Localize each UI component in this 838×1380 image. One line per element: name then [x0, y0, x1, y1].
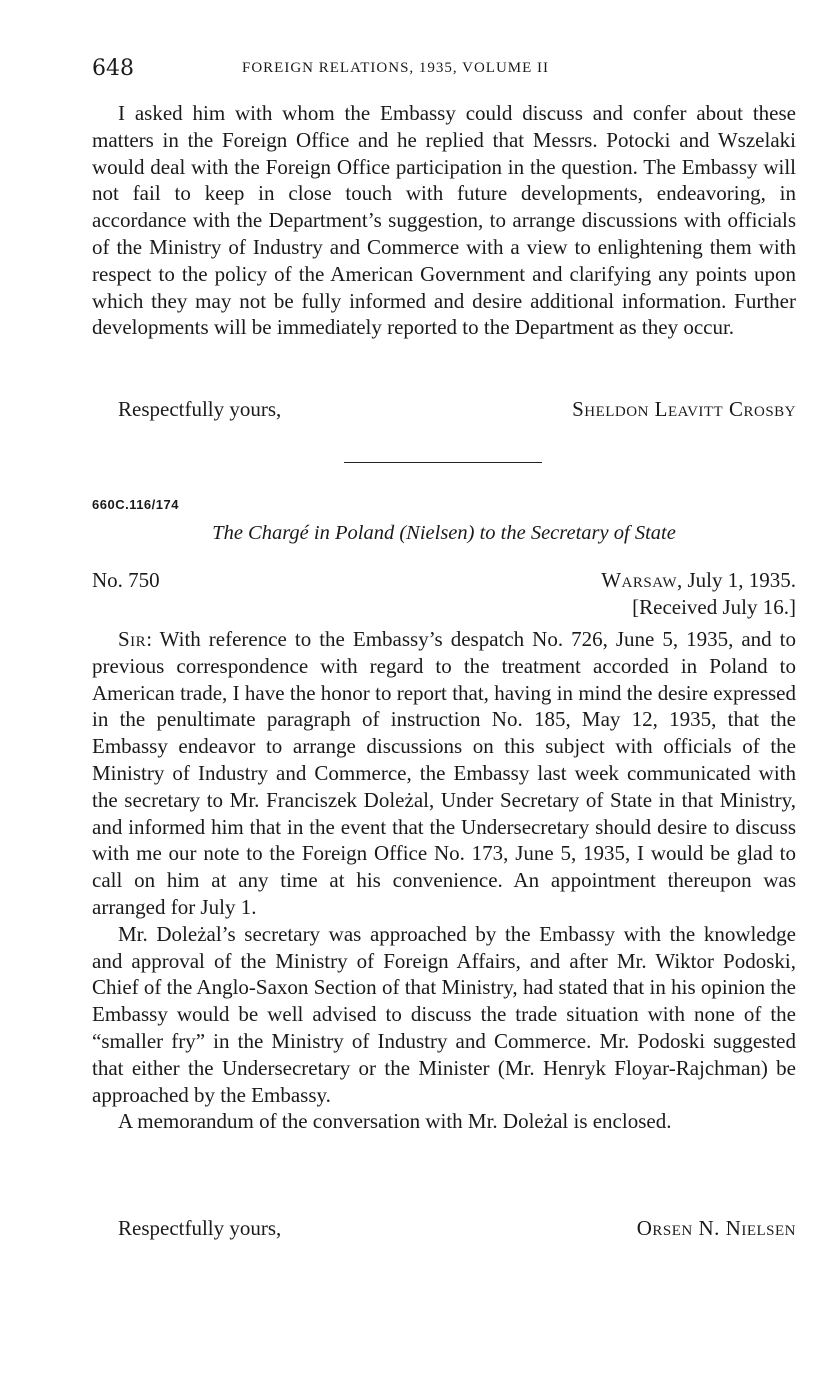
place: Warsaw	[601, 568, 677, 592]
signature: Sheldon Leavitt Crosby	[572, 397, 796, 421]
closing: Respectfully yours,	[118, 1216, 282, 1240]
salutation: Sir	[118, 627, 147, 651]
letter-paragraph	[92, 626, 796, 921]
page-number: 648	[92, 56, 134, 81]
first-letter-signoff	[92, 396, 796, 422]
date: , July 1, 1935.	[676, 568, 796, 592]
file-reference: 660C.116/174	[92, 497, 179, 512]
letter-paragraph: A memorandum of the conversation with Mr. Doleżal is enclosed.	[118, 1109, 672, 1134]
closing: Respectfully yours,	[118, 397, 282, 421]
first-letter-body	[92, 100, 796, 341]
running-head: FOREIGN RELATIONS, 1935, VOLUME II	[242, 60, 550, 76]
paragraph-text: : With reference to the Embassy’s despatch No. 726, June 5, 1935, and to previous correspondence with regard to the treatment accorded in Poland to American trade, I have the honor to report that, having in mind the desire expressed in the penultimate paragraph of instruction No. 185, May 12, 1935, that the Embassy endeavor to arrange discussions on this subject with officials of the Ministry of Industry and Commerce, the Embassy last week communicated with the secretary to Mr. Franciszek Doleżal, Under Secretary of State in that Ministry, and informed him that in the event that the Undersecretary should desire to discuss with me our note to the Foreign Office No. 173, June 5, 1935, I would be glad to call on him at any time at his convenience. An appointment thereupon was arranged for July 1.	[92, 627, 796, 919]
section-divider	[344, 462, 542, 463]
page-header	[92, 56, 796, 82]
signature: Orsen N. Nielsen	[636, 1216, 796, 1240]
place-date	[601, 567, 796, 593]
second-letter-signoff	[92, 1215, 796, 1241]
second-letter-body	[92, 626, 796, 1135]
first-letter-paragraph: I asked him with whom the Embassy could discuss and confer about these matters in the Foreign Office and he replied that Messrs. Potocki and Wszelaki would deal with the Foreign Office participation in the question. The Embassy will not fail to keep in close touch with future developments, endeavoring, in accordance with the Department’s suggestion, to arrange discussions with officials of the Ministry of Industry and Commerce with a view to enlightening them with respect to the policy of the American Government and clarifying any points upon which they may not be fully informed and desire additional information. Further developments will be immediately reported to the Department as they occur.	[92, 101, 796, 340]
received-date: [Received July 16.]	[632, 595, 796, 619]
despatch-number: No. 750	[92, 568, 160, 592]
letter-paragraph: Mr. Doleżal’s secretary was approached by the Embassy with the knowledge and approval of the Ministry of Foreign Affairs, and after Mr. Wiktor Podoski, Chief of the Anglo-Saxon Section of that Ministry, had stated that in his opinion the Embassy would be well advised to discuss the trade situation with none of the “smaller fry” in the Ministry of Industry and Commerce. Mr. Podoski suggested that either the Undersecretary or the Minister (Mr. Henryk Floyar-Rajchman) be approached by the Embassy.	[92, 921, 796, 1107]
document-title: The Chargé in Poland (Nielsen) to the Secretary of State	[212, 522, 676, 544]
